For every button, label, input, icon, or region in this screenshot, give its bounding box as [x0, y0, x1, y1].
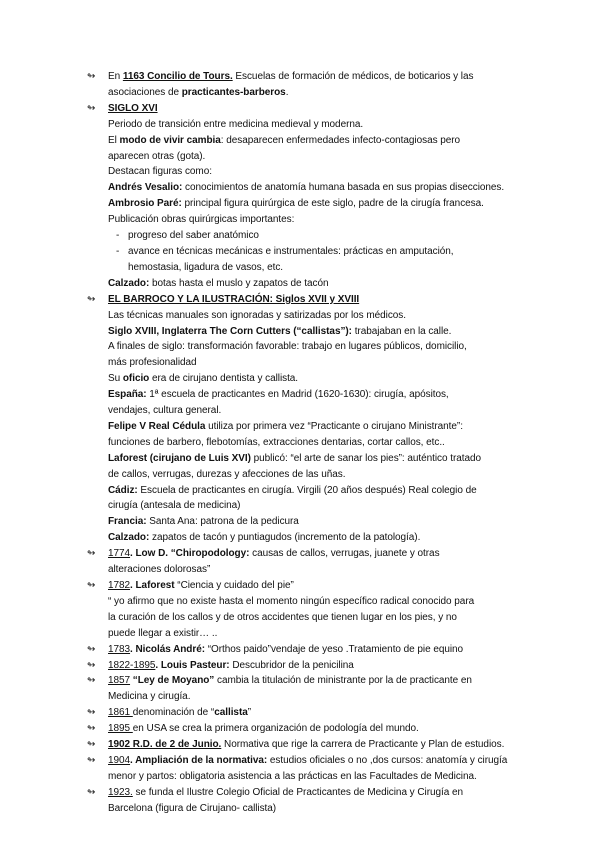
text-line [108, 101, 558, 117]
bullet-entry [88, 642, 558, 658]
text-line [108, 371, 558, 387]
text-line [108, 355, 558, 371]
text-line [108, 85, 558, 101]
text-run: aparecen otras (gota). [108, 150, 206, 162]
text-run: ” [247, 707, 252, 719]
text-run: causas de callos, verrugas, juanete y otras [249, 548, 440, 560]
text-run: 1904 [108, 754, 131, 766]
text-line [108, 498, 558, 514]
text-run: SIGLO XVI [108, 102, 158, 114]
text-run: 1822-1895 [108, 659, 156, 671]
text-run: asociaciones de [108, 86, 182, 98]
text-run: 1774 [108, 548, 131, 560]
text-run: Su [108, 373, 123, 385]
text-line [108, 705, 558, 721]
document-body [88, 69, 558, 817]
text-run: . Low D. “Chiropodology: [130, 548, 250, 560]
bullet-entry [88, 705, 558, 721]
text-run: Felipe V Real Cédula [108, 420, 206, 432]
text-run: Calzado: [108, 532, 150, 544]
text-run: en USA se crea la primera organización de podología del mundo. [132, 723, 419, 735]
text-run: Ambrosio Paré: [108, 198, 182, 210]
text-run: la curación de los callos y de otros accidentes que tienen lugar en los pies, y no [108, 611, 457, 623]
bullet-entry [88, 658, 558, 674]
right-arrow-icon: ↬ [87, 643, 96, 655]
text-run: “Orthos paido”vendaje de yeso .Tratamiento de pie equino [205, 643, 464, 655]
text-line [108, 196, 558, 212]
text-run: publicó: “el arte de sanar los pies”: auténtico tratado [250, 452, 482, 464]
text-run: “Ciencia y cuidado del pie” [174, 580, 294, 591]
text-line [108, 308, 558, 324]
dash-bullet: - [116, 245, 120, 257]
text-run: cambia la titulación de ministrante por la de practicante en [214, 675, 472, 687]
text-run: Barcelona (figura de Cirujano- callista) [108, 802, 277, 814]
dash-item-text: progreso del saber anatómico [128, 230, 259, 242]
text-line [108, 626, 558, 642]
right-arrow-icon: ↬ [87, 786, 96, 798]
bullet-entry [88, 546, 558, 578]
bullet-entry [88, 69, 558, 101]
text-run: botas hasta el muslo y zapatos de tacón [149, 277, 329, 289]
text-run: vendajes, cultura general. [108, 405, 222, 417]
text-run: España: [108, 389, 147, 401]
right-arrow-icon: ↬ [87, 580, 96, 591]
bullet-entry [88, 785, 558, 817]
text-run: . Louis Pasteur: [155, 659, 230, 671]
text-run: 1ª escuela de practicantes en Madrid (1620-1630): cirugía, apósitos, [146, 389, 449, 401]
text-line [108, 403, 558, 419]
right-arrow-icon: ↬ [87, 739, 96, 751]
text-run: más profesionalidad [108, 357, 197, 369]
text-line [108, 164, 558, 180]
text-run: Francia: [108, 516, 147, 528]
text-run: En [108, 71, 123, 82]
text-run: Las técnicas manuales son ignoradas y satirizadas por los médicos. [108, 309, 406, 321]
bullet-entry [88, 753, 558, 785]
text-run: puede llegar a existir… .. [108, 627, 218, 639]
text-line [108, 642, 558, 658]
text-line [108, 276, 558, 292]
text-line [108, 753, 558, 769]
right-arrow-icon: ↬ [87, 71, 96, 82]
text-run: Siglo XVIII, Inglaterra The Corn Cutters (“callistas”): [108, 325, 352, 337]
text-run: denominación de “ [132, 707, 215, 719]
text-run: modo de vivir cambia [119, 134, 221, 146]
text-run: . Laforest [130, 580, 175, 591]
dash-list-item [108, 228, 558, 244]
dash-item-text: avance en técnicas mecánicas e instrumentales: prácticas en amputación, [128, 245, 454, 257]
text-run: 1782 [108, 580, 131, 591]
text-line [108, 769, 558, 785]
right-arrow-icon: ↬ [87, 675, 96, 687]
dash-bullet: - [116, 230, 120, 242]
text-run: se funda el Ilustre Colegio Oficial de Practicantes de Medicina y Cirugía en [132, 786, 463, 798]
right-arrow-icon: ↬ [87, 754, 96, 766]
text-run: Laforest (cirujano de Luis XVI) [108, 452, 251, 464]
text-run: Normativa que rige la carrera de Practicante y Plan de estudios. [221, 739, 505, 751]
text-run: Descubridor de la penicilina [229, 659, 354, 671]
text-run: : desaparecen enfermedades infecto-contagiosas pero [220, 134, 461, 146]
text-run: alteraciones dolorosas” [108, 564, 211, 576]
text-run: era de cirujano dentista y callista. [149, 373, 299, 385]
text-run: 1861 [108, 707, 133, 719]
text-run: 1783 [108, 643, 131, 655]
bullet-entry [88, 292, 558, 547]
text-run: estudios oficiales o no ,dos cursos: anatomía y cirugía [267, 754, 508, 766]
text-run: Calzado: [108, 277, 150, 289]
text-line [108, 212, 558, 228]
bullet-entry [88, 578, 558, 642]
text-run: . Ampliación de la normativa: [130, 754, 268, 766]
bullet-entry [88, 673, 558, 705]
text-run: 1163 Concilio de Tours. [122, 71, 233, 82]
text-run: 1902 R.D. de 2 de Junio. [108, 739, 222, 751]
right-arrow-icon: ↬ [87, 548, 96, 560]
text-line [108, 451, 558, 467]
text-run: Santa Ana: patrona de la pedicura [146, 516, 299, 528]
text-line [108, 546, 558, 562]
text-line [108, 435, 558, 451]
text-line [108, 117, 558, 133]
text-run: menor y partos: obligatoria asistencia a las prácticas en las Facultades de Medicina. [108, 770, 477, 782]
right-arrow-icon: ↬ [87, 707, 96, 719]
text-line [108, 514, 558, 530]
text-line [108, 721, 558, 737]
bullet-entry [88, 101, 558, 292]
text-line [108, 483, 558, 499]
text-run: cirugía (antesala de medicina) [108, 500, 241, 512]
text-run: Medicina y cirugía. [108, 691, 191, 703]
text-line [108, 133, 558, 149]
text-run: . Nicolás André: [130, 643, 206, 655]
right-arrow-icon: ↬ [87, 723, 96, 735]
text-run: zapatos de tacón y puntiagudos (incremento de la patología). [149, 532, 421, 544]
text-line [108, 594, 558, 610]
text-line [108, 292, 558, 308]
text-line [108, 467, 558, 483]
text-run: 1895 [108, 723, 133, 735]
text-run: utiliza por primera vez “Practicante o cirujano Ministrante”: [205, 420, 463, 432]
text-run: “Ley de Moyano” [130, 675, 215, 687]
text-run: conocimientos de anatomía humana basada en sus propias disecciones. [182, 182, 505, 194]
text-run: Escuelas de formación de médicos, de boticarios y las [232, 71, 474, 82]
text-run: El [108, 134, 120, 146]
bullet-entry [88, 737, 558, 753]
text-line [108, 737, 558, 753]
text-line [108, 578, 558, 594]
text-run: A finales de siglo: transformación favorable: trabajo en lugares públicos, domicilio, [108, 341, 467, 353]
text-line [108, 785, 558, 801]
dash-list-item [108, 244, 558, 276]
text-run: practicantes-barberos [181, 86, 286, 98]
text-run: funciones de barbero, flebotomías, extracciones dentarias, cortar callos, etc.. [108, 436, 445, 448]
text-run: EL BARROCO Y LA ILUSTRACIÓN: Siglos XVII y XVIII [108, 293, 360, 305]
text-line [108, 69, 558, 85]
text-line [108, 610, 558, 626]
text-line [108, 689, 558, 705]
text-line [108, 530, 558, 546]
text-line [108, 149, 558, 165]
bullet-entry [88, 721, 558, 737]
text-run: . [285, 86, 289, 98]
dash-item-text: hemostasia, ligadura de vasos, etc. [128, 261, 284, 273]
text-run: Publicación obras quirúrgicas importantes: [108, 214, 295, 226]
text-line [108, 339, 558, 355]
text-run: de callos, verrugas, durezas y afecciones de las uñas. [108, 468, 346, 480]
text-run: trabajaban en la calle. [351, 325, 452, 337]
text-run: Andrés Vesalio: [108, 182, 183, 194]
text-run: Destacan figuras como: [108, 166, 212, 178]
text-run: principal figura quirúrgica de este siglo, padre de la cirugía francesa. [181, 198, 484, 210]
right-arrow-icon: ↬ [87, 102, 96, 114]
text-run: callista [214, 707, 248, 719]
text-run: oficio [122, 373, 150, 385]
right-arrow-icon: ↬ [87, 659, 96, 671]
text-line [108, 673, 558, 689]
text-line [108, 180, 558, 196]
text-line [108, 419, 558, 435]
text-line [108, 387, 558, 403]
text-run: 1923. [108, 786, 133, 798]
text-run: Escuela de practicantes en cirugía. Virgili (20 años después) Real colegio de [137, 484, 477, 496]
text-run: “ yo afirmo que no existe hasta el momento ningún específico radical conocido para [108, 595, 475, 607]
text-line [108, 658, 558, 674]
text-line [108, 801, 558, 817]
text-line [108, 324, 558, 340]
text-line [108, 562, 558, 578]
right-arrow-icon: ↬ [87, 293, 96, 305]
text-run: 1857 [108, 675, 131, 687]
text-run: Periodo de transición entre medicina medieval y moderna. [108, 118, 364, 130]
text-run: Cádiz: [108, 484, 138, 496]
